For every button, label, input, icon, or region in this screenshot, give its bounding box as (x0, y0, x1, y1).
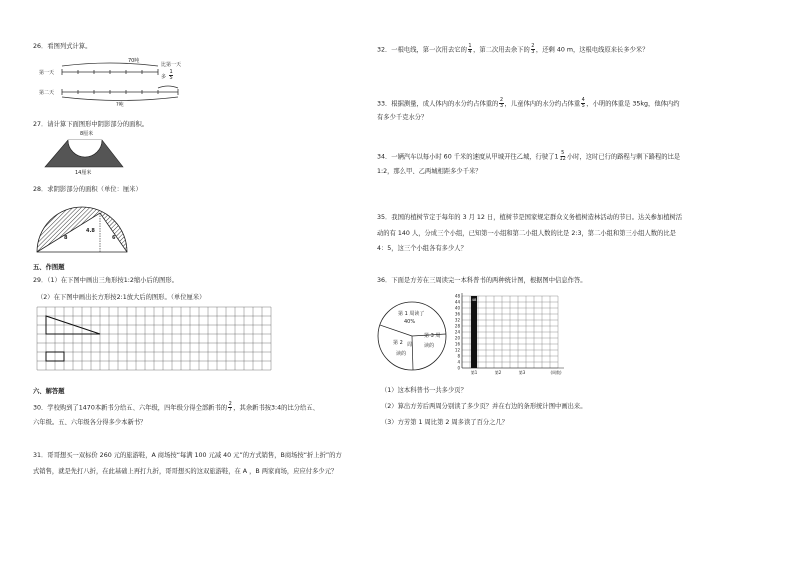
q34-line2: 1:2，那么甲、乙两城相距多少千米？ (377, 168, 482, 175)
q36-sub2: （2）算出方芳后两周分别读了多少页？并在右边的条形统计图中画出来。 (381, 403, 587, 410)
q26-note-frac: $\frac{1}{5}$ (169, 69, 173, 81)
section-5-heading: 五、作图题 (33, 264, 65, 271)
y-tick-label: 32 (454, 317, 460, 323)
pie-week1-pct: 40% (404, 319, 416, 325)
bar-1 (471, 296, 477, 368)
q36-sub1: （1）这本科普书一共多少页？ (381, 387, 467, 394)
pie-week2-label-c: 读的 (396, 351, 407, 357)
q27-top-label: 8厘米 (80, 131, 94, 137)
pie-week3-label: 第 3 周 (424, 333, 441, 339)
y-tick-label: 8 (457, 353, 460, 359)
q35-line1: 35．我国的植树节定于每年的 3 月 12 日，植树节是国家规定群众义务植树造林活动的节日。达关参加植树活 (377, 214, 683, 221)
pie-week2-label-a: 第 2 (393, 340, 403, 346)
q31-line1: 31．哥哥想买一双标价 260 元的旅游鞋，A 商场按“每满 100 元减 40 元”的方式销售，B商场按“折上折”的方 (33, 452, 342, 459)
q28-label-6: 6 (112, 235, 116, 241)
q33-line1: 33．根据测量，成人体内的水分约占体重的 $\frac{2}{3}$ ，儿童体内的水分约占体重 $\frac{4}{5}$ ，小明的体重是 35kg，他体内约 (377, 97, 680, 109)
y-tick-label: 36 (454, 311, 460, 317)
q26-row2-label: 第二天 (39, 90, 55, 96)
q32-text: 32．一根电线，第一次用去它的 $\frac{1}{4}$ ，第二次用去余下的 $\frac{2}{3}$ ，还剩 40 m，这根电线原来长多少米？ (377, 43, 649, 55)
q35-line3: 4：5，这三个小组各有多少人？ (377, 245, 467, 252)
pie-week2-label-b: 周 (407, 342, 413, 348)
y-tick-label: 0 (457, 365, 460, 371)
y-tick-label: 16 (454, 341, 460, 347)
y-tick-label: 40 (454, 305, 460, 311)
pie-week3-label-b: 读的 (424, 343, 435, 349)
q27-bottom-label: 14厘米 (75, 170, 92, 176)
x-unit-label: (周数) (550, 370, 562, 375)
y-tick-label: 24 (454, 329, 460, 335)
q36-sub3: （3）方芳第 1 周比第 2 周多读了百分之几？ (381, 419, 509, 426)
y-tick-label: 12 (454, 347, 460, 353)
q36-bar-chart (450, 290, 562, 380)
y-tick-label: 4 (457, 359, 460, 365)
q26-top-label: 70吨 (128, 58, 140, 64)
x-tick-label: 第3 (518, 370, 526, 375)
q28-title: 28．求阴影部分的面积（单位：厘米） (33, 186, 142, 193)
q26-bottom-label: ?吨 (116, 102, 124, 108)
x-tick-label: 第2 (494, 370, 502, 375)
q28-label-48: 4.8 (86, 228, 95, 234)
q29-line2: （2）在下图中画出长方形按2:1放大后的图形。（单位厘米） (37, 294, 206, 301)
q26-title: 26．看图列式计算。 (33, 43, 92, 50)
q36-title: 36．下面是方芳在三周读完一本科普书的两种统计图，根据图中信息作答。 (377, 277, 587, 284)
q31-line2: 式销售，就是先打八折，在此基础上再打九折，哥哥想买的这双旅游鞋，在 A ，B 两家商场，应应付多少元？ (33, 468, 338, 475)
q27-title: 27．请计算下面图形中阴影部分的面积。 (33, 121, 149, 128)
x-tick-label: 第1 (470, 370, 478, 375)
q34-line1: 34．一辆汽车以每小时 60 千米的速度从甲城开往乙城，行驶了1 $\frac{5}{12}$ 小时，这时已行的路程与剩下路程的比是 (377, 150, 681, 162)
q28-label-8: 8 (64, 235, 68, 241)
bar-value-label: 48 (471, 297, 477, 302)
q29-line1: 29．（1）在下图中画出三角形按1:2缩小后的图形。 (33, 277, 178, 284)
q30-line2: 六年级。五、六年级各分得多少本新书？ (33, 419, 147, 426)
y-tick-label: 48 (454, 293, 460, 299)
y-tick-label: 28 (454, 323, 460, 329)
y-tick-label: 44 (454, 299, 460, 305)
q35-line2: 动的有 140 人，分成三个小组，已知第一小组和第二小组人数的比是 2:3，第二小组和第三小组人数的比是 (377, 230, 676, 237)
q30-line1: 30．学校购到了1470本新书分给五、六年级，四年级分得全部新书的 $\frac{2}{7}$ ，其余新书按3:4的比分给五、 (33, 401, 319, 413)
y-tick-label: 20 (454, 335, 460, 341)
q33-line2: 有多少千克水分？ (377, 114, 428, 121)
q26-note-a: 比第一天 (161, 62, 182, 68)
section-6-heading: 六、解答题 (33, 388, 65, 395)
q26-row1-label: 第一天 (39, 70, 55, 76)
q26-note-b: 多 (161, 74, 167, 80)
pie-week1-label: 第 1 周读了 (398, 311, 425, 317)
